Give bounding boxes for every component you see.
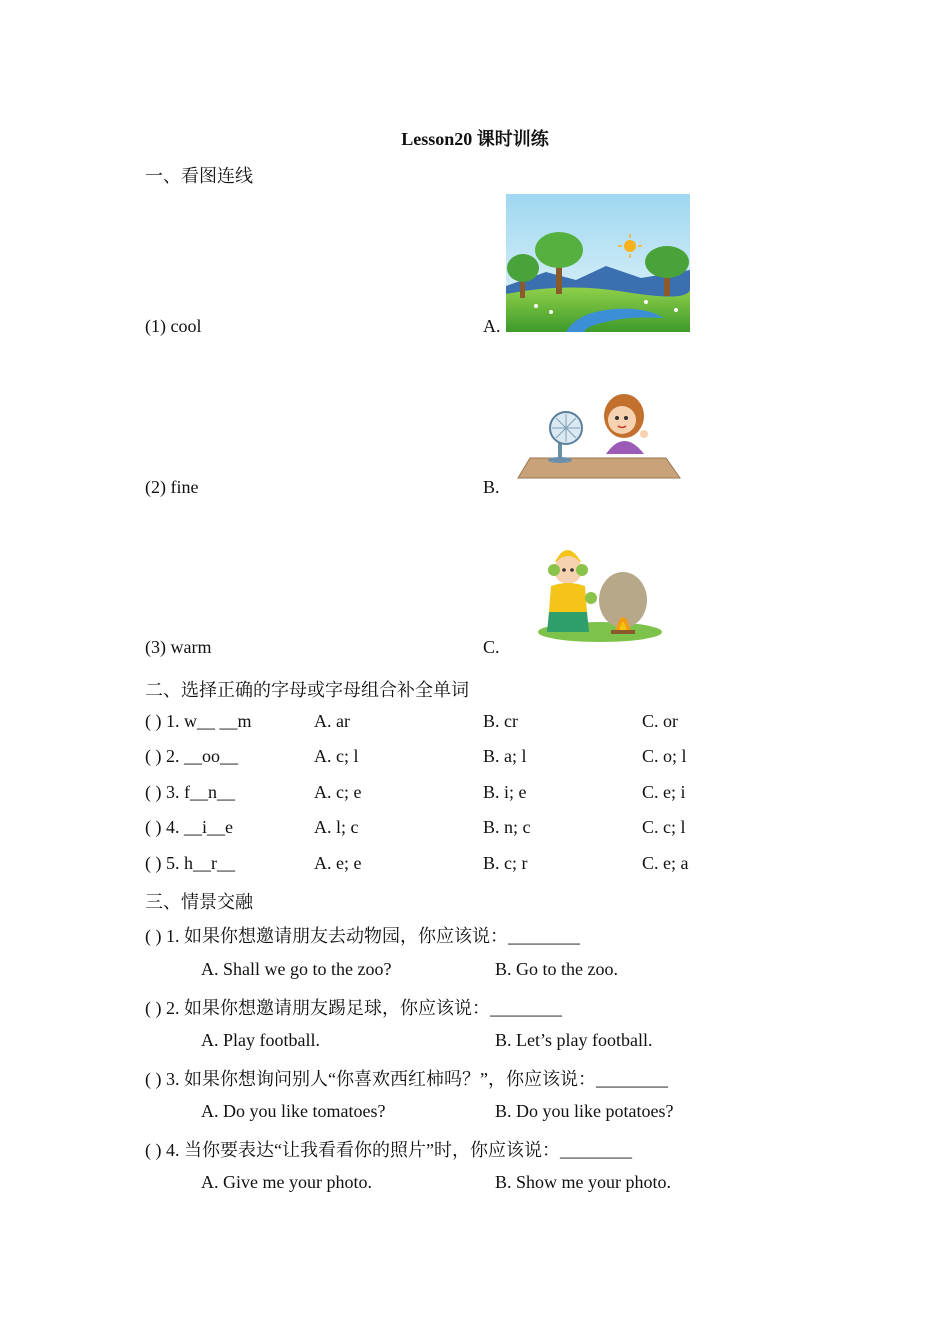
- situation-q2-option-b: B. Let’s play football.: [495, 1030, 653, 1050]
- situation-q3-option-b: B. Do you like potatoes?: [495, 1101, 674, 1121]
- fill-q1-option-c: C. or: [642, 711, 678, 731]
- situation-q4-option-a: A. Give me your photo.: [201, 1172, 372, 1192]
- match-letter-c: C.: [483, 637, 500, 657]
- fill-q4-option-c: C. c; l: [642, 817, 686, 837]
- match-letter-b: B.: [483, 477, 500, 497]
- sunny-landscape-image: [506, 194, 690, 332]
- match-word-1: (1) cool: [145, 316, 202, 336]
- fill-question-1: ( ) 1. w__ __m: [145, 711, 252, 731]
- section1-heading: 一、看图连线: [145, 166, 253, 186]
- fill-q3-option-b: B. i; e: [483, 782, 527, 802]
- fill-q2-option-b: B. a; l: [483, 746, 527, 766]
- page-title: Lesson20 课时训练: [401, 129, 549, 149]
- situation-q1-option-b: B. Go to the zoo.: [495, 959, 618, 979]
- fill-q4-option-b: B. n; c: [483, 817, 531, 837]
- fill-q3-option-a: A. c; e: [314, 782, 362, 802]
- fill-q5-option-a: A. e; e: [314, 853, 362, 873]
- section2-heading: 二、选择正确的字母或字母组合补全单词: [145, 680, 469, 700]
- situation-question-1: ( ) 1. 如果你想邀请朋友去动物园，你应该说：________: [145, 926, 580, 946]
- sun-icon: [624, 240, 636, 252]
- situation-question-3: ( ) 3. 如果你想询问别人“你喜欢西红柿吗？”，你应该说：________: [145, 1069, 668, 1089]
- situation-q3-option-a: A. Do you like tomatoes?: [201, 1101, 386, 1121]
- match-letter-a: A.: [483, 316, 501, 336]
- fill-q4-option-a: A. l; c: [314, 817, 359, 837]
- match-word-3: (3) warm: [145, 637, 212, 657]
- fill-q5-option-b: B. c; r: [483, 853, 528, 873]
- fill-q2-option-c: C. o; l: [642, 746, 687, 766]
- section3-heading: 三、情景交融: [145, 892, 253, 912]
- fill-q2-option-a: A. c; l: [314, 746, 359, 766]
- fill-q1-option-b: B. cr: [483, 711, 518, 731]
- fill-question-5: ( ) 5. h__r__: [145, 853, 235, 873]
- situation-question-4: ( ) 4. 当你要表达“让我看看你的照片”时，你应该说：________: [145, 1140, 632, 1160]
- fill-q1-option-a: A. ar: [314, 711, 350, 731]
- situation-question-2: ( ) 2. 如果你想邀请朋友踢足球，你应该说：________: [145, 998, 562, 1018]
- fill-question-4: ( ) 4. __i__e: [145, 817, 233, 837]
- situation-q2-option-a: A. Play football.: [201, 1030, 320, 1050]
- fill-question-3: ( ) 3. f__n__: [145, 782, 235, 802]
- fill-question-2: ( ) 2. __oo__: [145, 746, 238, 766]
- situation-q4-option-b: B. Show me your photo.: [495, 1172, 672, 1192]
- fill-q5-option-c: C. e; a: [642, 853, 689, 873]
- fill-q3-option-c: C. e; i: [642, 782, 686, 802]
- girl-with-fan-image: [516, 388, 682, 480]
- match-word-2: (2) fine: [145, 477, 199, 497]
- situation-q1-option-a: A. Shall we go to the zoo?: [201, 959, 392, 979]
- boy-by-campfire-image: [537, 540, 663, 644]
